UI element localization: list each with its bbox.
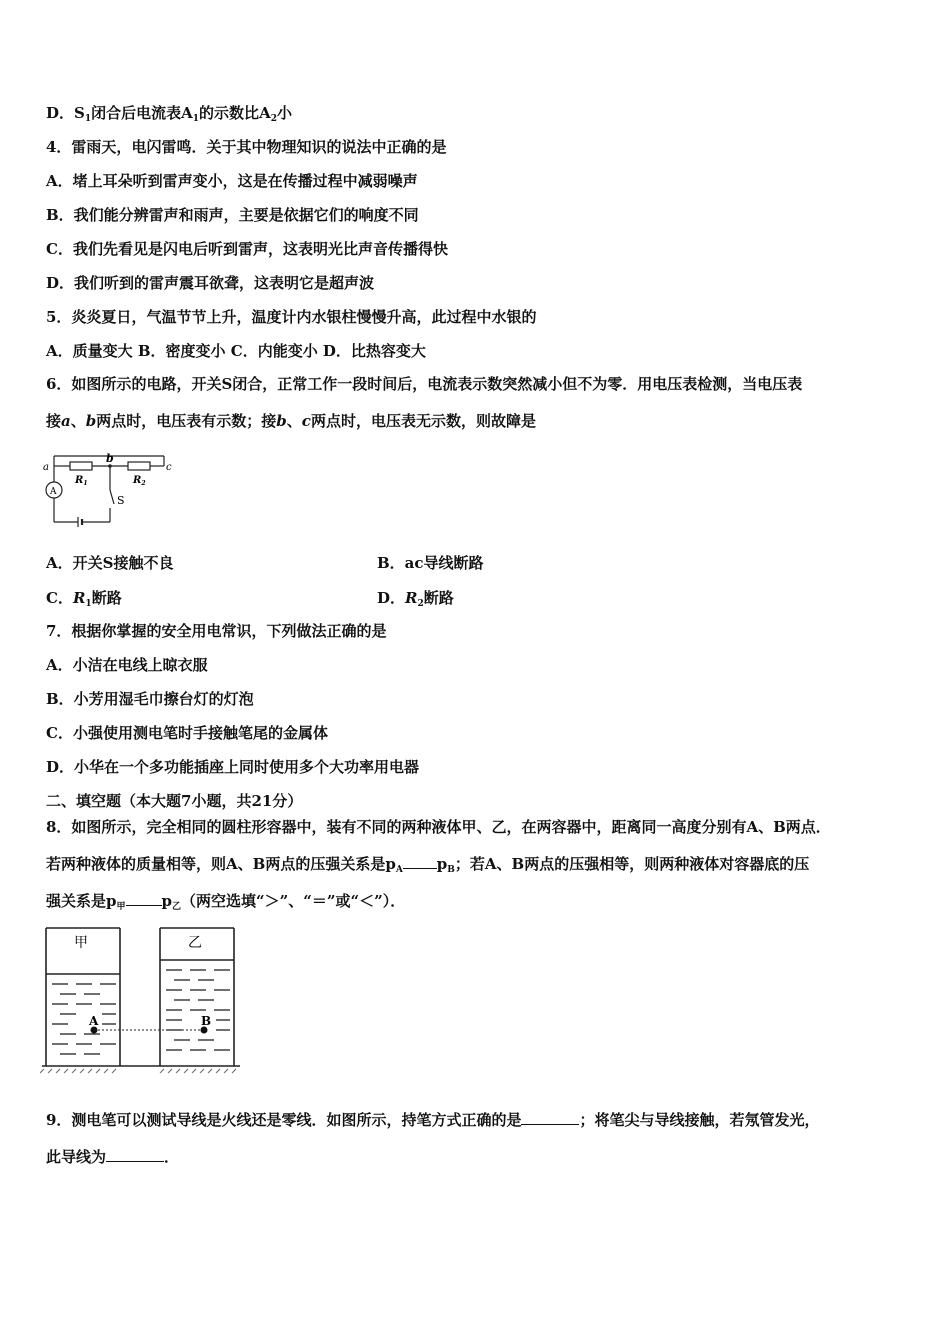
q9-blank-2[interactable] — [106, 1147, 164, 1162]
q8-line2: 若两种液体的质量相等，则A、B两点的压强关系是$p_A$ $p_B$；若A、B两点的压强相等，则两种液体对容器底的压 — [46, 855, 810, 875]
q7-option-c: C．小强使用测电笔时手接触笔尾的金属体 — [46, 724, 328, 742]
q7-stem: 7．根据你掌握的安全用电常识，下列做法正确的是 — [46, 622, 387, 640]
q4-option-b: B．我们能分辨雷声和雨声，主要是依据它们的响度不同 — [46, 206, 419, 224]
q4-stem: 4．雷雨天，电闪雷鸣．关于其中物理知识的说法中正确的是 — [46, 138, 447, 156]
label-r2: $R_2$ — [133, 475, 146, 487]
label-point-b: B — [201, 1014, 212, 1028]
q6-option-b: B．ac导线断路 — [377, 554, 484, 572]
q8-line3: 强关系是$p_甲$ $p_乙$（两空选填“＞”、“＝”或“＜”）． — [46, 892, 406, 912]
q6-option-d: D．$R_2$断路 — [377, 589, 454, 609]
label-b: b — [106, 452, 114, 465]
q8-blank-1[interactable] — [403, 854, 437, 869]
q8-containers-diagram — [40, 924, 245, 1074]
label-point-a: A — [89, 1014, 99, 1028]
q6-stem-line1: 6．如图所示的电路，开关S闭合，正常工作一段时间后，电流表示数突然减小但不为零．用电压表检测，当电压表 — [46, 375, 803, 393]
q7-option-d: D．小华在一个多功能插座上同时使用多个大功率用电器 — [46, 758, 420, 776]
label-c: c — [166, 462, 172, 473]
label-switch-s: S — [117, 494, 125, 507]
q9-blank-1[interactable] — [521, 1110, 579, 1125]
q4-option-d: D．我们听到的雷声震耳欲聋，这表明它是超声波 — [46, 274, 375, 292]
ammeter-icon: A — [50, 487, 57, 497]
q8-blank-2[interactable] — [126, 891, 162, 906]
q6-option-a: A．开关S接触不良 — [46, 554, 174, 572]
q6-circuit-diagram — [40, 448, 180, 530]
label-liquid-jia: 甲 — [74, 935, 88, 951]
q7-option-a: A．小洁在电线上晾衣服 — [46, 656, 208, 674]
q5-options: A．质量变大 B．密度变小 C．内能变小 D．比热容变大 — [46, 342, 426, 360]
q7-option-b: B．小芳用湿毛巾擦台灯的灯泡 — [46, 690, 254, 708]
q8-line1: 8．如图所示，完全相同的圆柱形容器中，装有不同的两种液体甲、乙，在两容器中，距离同一高度分别有A、B两点． — [46, 818, 831, 836]
label-liquid-yi: 乙 — [188, 935, 202, 951]
q5-stem: 5．炎炎夏日，气温节节上升，温度计内水银柱慢慢升高，此过程中水银的 — [46, 308, 537, 326]
label-r1: $R_1$ — [75, 475, 88, 487]
q4-option-a: A．堵上耳朵听到雷声变小，这是在传播过程中减弱噪声 — [46, 172, 418, 190]
label-a: a — [43, 462, 49, 473]
q6-stem-line2: 接a、b两点时，电压表有示数；接b、c两点时，电压表无示数，则故障是 — [46, 412, 536, 430]
q4-option-c: C．我们先看见是闪电后听到雷声，这表明光比声音传播得快 — [46, 240, 448, 258]
q9-line1: 9．测电笔可以测试导线是火线还是零线．如图所示，持笔方式正确的是 ；将笔尖与导线接触，若氖管发光， — [46, 1111, 820, 1129]
q6-option-c: C．$R_1$断路 — [46, 589, 122, 609]
q9-line2: 此导线为 ． — [46, 1148, 180, 1166]
q3-option-d: D．$S_1$闭合后电流表$A_1$的示数比$A_2$小 — [46, 104, 292, 124]
section-2-title: 二、填空题（本大题7小题，共21分） — [46, 792, 303, 810]
